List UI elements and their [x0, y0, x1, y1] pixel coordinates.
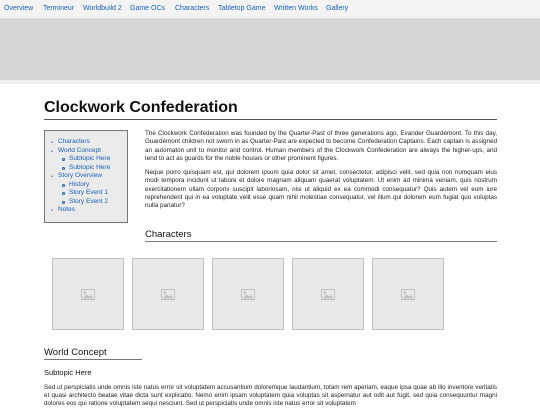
character-thumbnail[interactable] — [212, 258, 284, 330]
nav-link-game-ocs[interactable]: Game OCs — [130, 5, 166, 12]
world-concept-divider — [44, 359, 142, 360]
table-of-contents — [44, 130, 128, 223]
toc-bullet — [62, 158, 65, 161]
image-placeholder-icon — [401, 289, 415, 300]
nav-link-characters[interactable]: Characters — [175, 5, 210, 12]
toc-link-history[interactable]: History — [69, 180, 90, 188]
title-divider — [44, 119, 497, 120]
image-placeholder-icon — [321, 289, 335, 300]
image-placeholder-icon — [81, 289, 95, 300]
nav-link-worldbuild-2[interactable]: Worldbuild 2 — [83, 5, 122, 12]
toc-bullet — [62, 167, 65, 170]
toc-link-subtopic-2[interactable]: Subtopic Here — [69, 163, 111, 171]
page-title: Clockwork Confederation — [44, 99, 238, 116]
image-placeholder-icon — [161, 289, 175, 300]
characters-divider — [145, 241, 497, 242]
nav-link-overview[interactable]: Overview — [4, 5, 34, 12]
character-thumbnail[interactable] — [52, 258, 124, 330]
intro-paragraph: The Clockwork Confederation was founded by the Quarter-Past of three generations ago, Evander Guardémont. To this day, Guardémont children not sworn in as Quarter-Past are expected to become Confederation Captains. Each captain is assigned an automaton unit to monitor and control. Human members of the Clockwork Confederation are always the higher-ups, and tend to act as guards for the noble houses or other prominent figures. — [145, 130, 497, 162]
nav-link-tabletop-game[interactable]: Tabletop Game — [218, 5, 266, 12]
characters-heading: Characters — [145, 229, 192, 240]
toc-bullet: • — [51, 148, 53, 155]
nav-link-written-works[interactable]: Written Works — [274, 5, 318, 12]
character-thumbnail[interactable] — [292, 258, 364, 330]
header-banner — [0, 19, 540, 80]
image-placeholder-icon — [241, 289, 255, 300]
world-concept-heading: World Concept — [44, 347, 107, 358]
top-navigation — [0, 0, 540, 19]
nav-link-gallery[interactable]: Gallery — [326, 5, 349, 12]
toc-link-story-overview[interactable]: Story Overview — [58, 172, 103, 179]
toc-link-subtopic-1[interactable]: Subtopic Here — [69, 155, 111, 162]
character-thumbnail[interactable] — [132, 258, 204, 330]
toc-bullet — [62, 201, 65, 204]
toc-bullet — [62, 192, 65, 195]
character-thumbnail[interactable] — [372, 258, 444, 330]
world-concept-paragraph: Sed ut perspiciatis unde omnis iste natus error sit voluptatem accusantium doloremque laudantium, totam rem aperiam, eaque ipsa quae ab illo inventore veritatis et quasi architecto beatae vitae dicta sunt explicabo. Nemo enim ipsam voluptatem quia voluptas sit aspernatur aut odit aut fugit, sed quia consequuntur magni dolores eos qui ratione voluptatem sequi nesciunt. Sed ut perspiciatis unde omnis iste natus error sit voluptatem — [44, 384, 497, 407]
banner-divider — [0, 80, 540, 84]
toc-link-world-concept[interactable]: World Concept — [58, 146, 101, 154]
toc-link-story-event-2[interactable]: Story Event 2 — [69, 197, 109, 205]
nav-link-termineur[interactable]: Termineur — [43, 5, 75, 12]
subtopic-heading: Subtopic Here — [44, 368, 92, 377]
toc-link-notes[interactable]: Notes — [58, 206, 75, 213]
toc-bullet: • — [51, 174, 53, 180]
toc-bullet: • — [51, 208, 53, 214]
toc-link-story-event-1[interactable]: Story Event 1 — [69, 189, 109, 196]
lorem-paragraph: Neque porro quisquam est, qui dolorem ipsum quia dolor sit amet, consectetur, adipisci velit, sed quia non numquam eius modi tempora incidunt ut labore et dolore magnam aliquam quaerat voluptatem. Ut enim ad minima veniam, quis nostrum exercitationem ullam corporis suscipit laboriosam, nisi ut aliquid ex ea commodi consequatur? Quis autem vel eum iure reprehenderit qui in ea voluptate velit esse quam nihil molestiae consequatur, vel illum qui dolorem eum fugiat quo voluptas nulla pariatur? — [145, 169, 497, 210]
toc-bullet — [62, 184, 65, 187]
toc-link-characters[interactable]: Characters — [58, 138, 90, 145]
toc-bullet: • — [51, 140, 53, 146]
